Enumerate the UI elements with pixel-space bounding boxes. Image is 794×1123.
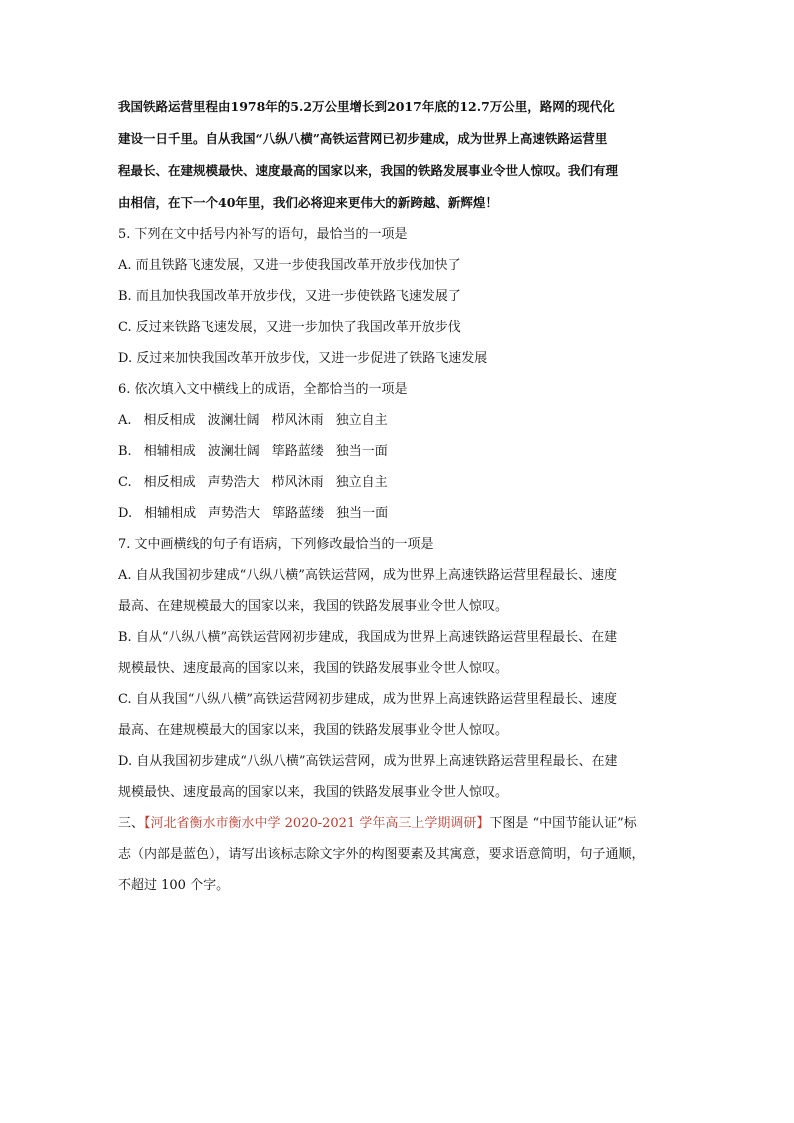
option-a xyxy=(118,412,676,430)
option-letter: C. xyxy=(118,475,132,490)
section-number: 三、 xyxy=(118,816,145,831)
idiom: 相辅相成 xyxy=(144,506,197,521)
stem-text: 志（内部是蓝色），请写出该标志除文字外的构图要素及其寓意，要求语意简明，句子通顺， xyxy=(118,847,645,862)
idiom: 独当一面 xyxy=(335,444,388,459)
option-c xyxy=(118,474,676,492)
option-c: C. 反过来铁路飞速发展，又进一步加快了我国改革开放步伐 xyxy=(118,320,461,335)
idiom: 相反相成 xyxy=(143,475,196,490)
question-6 xyxy=(118,381,676,523)
option-line: 最高、在建规模最大的国家以来，我国的铁路发展事业令世人惊叹。 xyxy=(118,599,509,614)
option-c xyxy=(118,691,676,740)
option-d xyxy=(118,753,676,802)
stem-text: 不超过 100 个字。 xyxy=(118,878,230,893)
option-line: B. 自从“八纵八横”高铁运营网初步建成，我国成为世界上高速铁路运营里程最长、在建 xyxy=(118,630,618,645)
option-a xyxy=(118,567,676,616)
intro-line: 我国铁路运营里程由1978年的5.2万公里增长到2017年底的12.7万公里，路网的现代化 xyxy=(118,99,615,114)
idiom: 栉风沐雨 xyxy=(271,413,324,428)
option-letter: D. xyxy=(118,506,133,521)
idiom: 波澜壮阔 xyxy=(207,444,260,459)
idiom: 声势浩大 xyxy=(208,506,261,521)
intro-line: 由相信，在下一个40年里，我们必将迎来更伟大的新跨越、新辉煌！ xyxy=(118,195,498,210)
question-stem: 7. 文中画横线的句子有语病，下列修改最恰当的一项是 xyxy=(118,537,434,552)
option-line: C. 自从我国“八纵八横”高铁运营网初步建成，成为世界上高速铁路运营里程最长、速度 xyxy=(118,692,618,707)
option-letter: B. xyxy=(118,444,132,459)
idiom: 独当一面 xyxy=(336,506,389,521)
question-5 xyxy=(118,226,676,368)
idiom: 波澜壮阔 xyxy=(207,413,260,428)
option-line: D. 自从我国初步建成“八纵八横”高铁运营网，成为世界上高速铁路运营里程最长、在建 xyxy=(118,754,618,769)
idiom: 筚路蓝缕 xyxy=(271,444,324,459)
question-3 xyxy=(118,815,676,895)
option-b: B. 而且加快我国改革开放步伐，又进一步使铁路飞速发展了 xyxy=(118,289,461,304)
intro-line: 程最长、在建规模最快、速度最高的国家以来，我国的铁路发展事业令世人惊叹。我们有理 xyxy=(118,163,619,178)
stem-text: 下图是 “中国节能认证”标 xyxy=(489,816,637,831)
question-stem: 5. 下列在文中括号内补写的语句，最恰当的一项是 xyxy=(118,227,408,242)
option-b xyxy=(118,443,676,461)
document-page xyxy=(118,98,676,908)
idiom: 声势浩大 xyxy=(207,475,260,490)
option-line: A. 自从我国初步建成“八纵八横”高铁运营网，成为世界上高速铁路运营里程最长、速度 xyxy=(118,568,617,583)
idiom: 栉风沐雨 xyxy=(271,475,324,490)
intro-line: 建设一日千里。自从我国“八纵八横”高铁运营网已初步建成，成为世界上高速铁路运营里 xyxy=(118,131,608,146)
idiom: 独立自主 xyxy=(335,475,388,490)
idiom: 筚路蓝缕 xyxy=(272,506,325,521)
option-d xyxy=(118,505,676,523)
question-stem: 6. 依次填入文中横线上的成语，全都恰当的一项是 xyxy=(118,382,408,397)
option-line: 规模最快、速度最高的国家以来，我国的铁路发展事业令世人惊叹。 xyxy=(118,661,509,676)
source-label: 【河北省衡水市衡水中学 2020-2021 学年高三上学期调研】 xyxy=(144,816,490,831)
intro-passage xyxy=(118,98,676,212)
option-letter: A. xyxy=(118,413,132,428)
question-stem xyxy=(118,815,676,833)
option-a: A. 而且铁路飞速发展，又进一步使我国改革开放步伐加快了 xyxy=(118,258,461,273)
idiom: 相辅相成 xyxy=(143,444,196,459)
question-7 xyxy=(118,536,676,802)
option-line: 规模最快、速度最高的国家以来，我国的铁路发展事业令世人惊叹。 xyxy=(118,785,509,800)
option-d: D. 反过来加快我国改革开放步伐，又进一步促进了铁路飞速发展 xyxy=(118,351,488,366)
idiom: 相反相成 xyxy=(143,413,196,428)
idiom: 独立自主 xyxy=(335,413,388,428)
option-b xyxy=(118,629,676,678)
option-line: 最高、在建规模最大的国家以来，我国的铁路发展事业令世人惊叹。 xyxy=(118,723,509,738)
